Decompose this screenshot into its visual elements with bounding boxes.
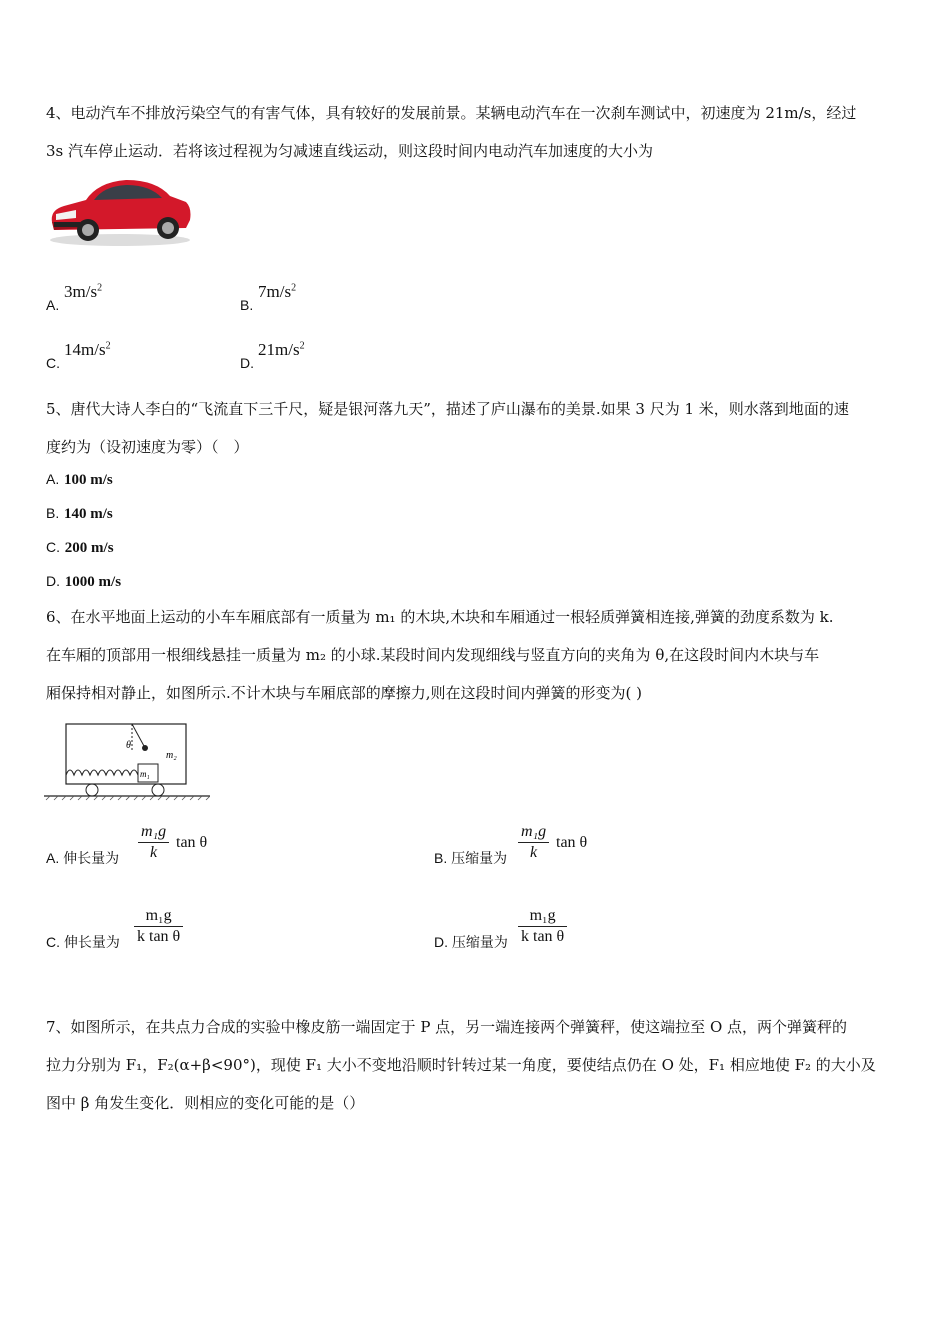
fraction-denominator: k tan θ [521, 928, 565, 945]
option-label: D. [46, 573, 60, 589]
option-label: A. 伸长量为 [46, 850, 120, 866]
q7-line-1: 7、如图所示，在共点力合成的实验中橡皮筋一端固定于 P 点，另一端连接两个弹簧秤，使这端拉至 O 点，两个弹簧秤的 [46, 1018, 848, 1036]
option-label: B. [240, 297, 254, 313]
q7-line-2: 拉力分别为 F₁，F₂(α+β<90°)，现使 F₁ 大小不变地沿顺时针转过某一角度，要使结点仍在 O 处，F₁ 相应地使 F₂ 的大小及 [46, 1056, 876, 1074]
option-tail: tan θ [176, 834, 208, 851]
q5-line-1: 5、唐代大诗人李白的“飞流直下三千尺，疑是银河落九天”，描述了庐山瀑布的美景.如果 3 尺为 1 米，则水落到地面的速 [46, 400, 849, 418]
q5-option-d[interactable] [46, 572, 121, 591]
q5-option-a[interactable] [46, 470, 113, 489]
fraction-denominator: k [150, 844, 158, 861]
cart-spring-figure [44, 720, 210, 802]
option-value: $3m/s^2$ [64, 282, 103, 301]
q5-option-b[interactable] [46, 504, 113, 523]
option-label: A. [46, 297, 60, 313]
fraction-numerator: m₁g [134, 906, 183, 927]
option-tail: tan θ [556, 834, 588, 851]
q5-option-c[interactable] [46, 538, 114, 557]
fraction [518, 906, 567, 947]
option-label: B. [46, 505, 60, 521]
option-value: 100 m/s [64, 472, 113, 488]
q5-line-2: 度约为（设初速度为零）（ ） [46, 438, 249, 456]
option-label: B. 压缩量为 [434, 850, 508, 866]
q4-option-d[interactable] [240, 340, 305, 371]
option-label: D. 压缩量为 [434, 934, 508, 950]
fraction [518, 822, 549, 863]
q7-line-3: 图中 β 角发生变化．则相应的变化可能的是（） [46, 1094, 365, 1112]
red-car-image [46, 170, 194, 250]
option-value: $14m/s^2$ [64, 340, 111, 359]
q6-option-b[interactable] [434, 822, 588, 866]
theta-label: θ [126, 740, 131, 751]
q4-option-b[interactable] [240, 282, 297, 313]
option-value: 140 m/s [64, 506, 113, 522]
q6-option-d[interactable] [434, 906, 565, 950]
m1-label: m₁ [140, 769, 150, 779]
m2-label: m₂ [166, 750, 177, 761]
fraction-numerator: m₁g [518, 822, 549, 843]
fraction [134, 906, 183, 947]
q4-line-2: 3s 汽车停止运动．若将该过程视为匀减速直线运动，则这段时间内电动汽车加速度的大小为 [46, 142, 654, 160]
fraction-denominator: k [530, 844, 538, 861]
q6-line-3: 厢保持相对静止，如图所示.不计木块与车厢底部的摩擦力,则在这段时间内弹簧的形变为( ) [46, 684, 643, 702]
q6-option-a[interactable] [46, 822, 208, 866]
option-value: $21m/s^2$ [258, 340, 305, 359]
q6-line-1: 6、在水平地面上运动的小车车厢底部有一质量为 m₁ 的木块,木块和车厢通过一根轻质弹簧相连接,弹簧的劲度系数为 k. [46, 608, 834, 626]
option-value: $7m/s^2$ [258, 282, 297, 301]
fraction-denominator: k tan θ [137, 928, 181, 945]
q4-option-a[interactable] [46, 282, 103, 313]
option-label: C. [46, 355, 60, 371]
q6-line-2: 在车厢的顶部用一根细线悬挂一质量为 m₂ 的小球.某段时间内发现细线与竖直方向的夹角为 θ,在这段时间内木块与车 [46, 646, 820, 664]
fraction-numerator: m₁g [518, 906, 567, 927]
q4-line-1: 4、电动汽车不排放污染空气的有害气体，具有较好的发展前景。某辆电动汽车在一次刹车测试中，初速度为 21m/s，经过 [46, 104, 857, 122]
q4-option-c[interactable] [46, 340, 111, 371]
fraction-numerator: m₁g [138, 822, 169, 843]
option-label: D. [240, 355, 254, 371]
option-label: C. 伸长量为 [46, 934, 120, 950]
option-value: 200 m/s [64, 540, 114, 556]
option-label: A. [46, 471, 60, 487]
q6-option-c[interactable] [46, 906, 181, 950]
option-label: C. [46, 539, 60, 555]
option-value: 1000 m/s [64, 574, 122, 590]
fraction [138, 822, 169, 863]
